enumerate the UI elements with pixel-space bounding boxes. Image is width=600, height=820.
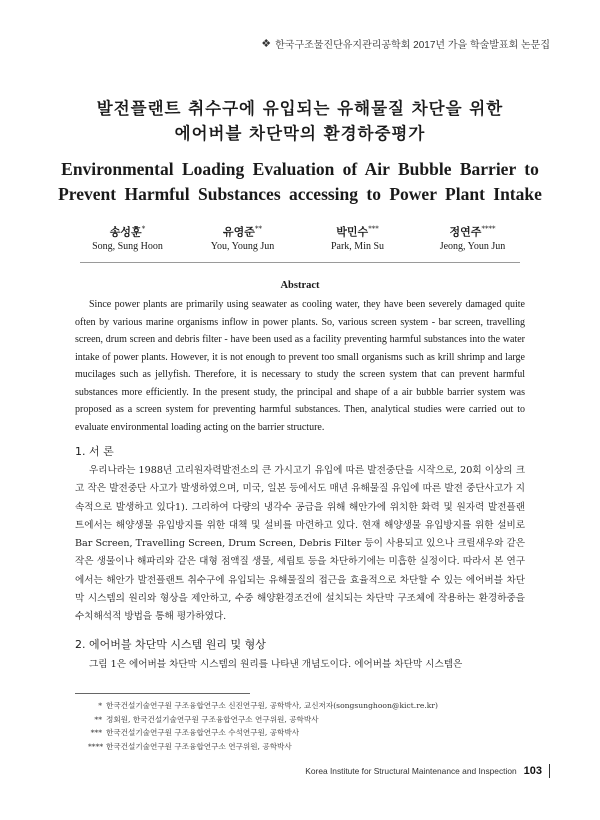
header-ornament-icon: ❖	[261, 38, 272, 50]
korean-title	[0, 96, 600, 146]
author-mark: ***	[368, 225, 379, 233]
footnote	[88, 699, 528, 713]
footnote-mark: *	[98, 701, 102, 710]
author-mark: ****	[481, 225, 496, 233]
author-mark: *	[141, 225, 146, 233]
author-name-en: Jeong, Youn Jun	[439, 240, 506, 252]
section-2-body: 그림 1은 에어버블 차단막 시스템의 원리를 나타낸 개념도이다. 에어버블 차단막 시스템은	[89, 659, 463, 670]
footnote-text: 한국건설기술연구원 구조융합연구소 연구위원, 공학박사	[106, 741, 292, 751]
abstract-body: Since power plants are primarily using seawater as cooling water, they have been severely damaged quite often by various marine organisms inflow in power plants. So, various screen system - bar screen, travelling screen, drum screen and debris filter - have been used as a facility preventing harmful substances into the water intake of power plants. However, it is not enough to prevent too small organisms such as krill shrimp and large mucilages such as jellyfish. Therefore, it is necessary to study the screen system that can prevent harmful substances more efficiently. In the present study, the principal and shape of a air bubble barrier system was proposed as a screen system for preventing harmful substances. Then, analytical studies were carried out to evaluate environmental loading acting on the barrier structure.	[75, 299, 525, 433]
title-divider	[80, 262, 520, 263]
author-name-en: Song, Sung Hoon	[92, 240, 163, 252]
footnote	[88, 740, 528, 754]
author	[185, 222, 300, 254]
footer-institute: Korea Institute for Structural Maintenance and Inspection	[305, 766, 517, 776]
english-title-line-1: Environmental Loading Evaluation of Air Bubble Barrier to	[61, 159, 539, 179]
footer-bar	[549, 764, 550, 778]
page-footer	[305, 764, 550, 778]
abstract-heading: Abstract	[280, 280, 320, 291]
author-name-en: You, Young Jun	[210, 240, 275, 252]
footnote-mark: ***	[90, 728, 102, 737]
footnote	[88, 726, 528, 740]
author	[300, 222, 415, 254]
author-mark: **	[254, 225, 262, 233]
english-title-line-2: Prevent Harmful Substances accessing to Power Plant Intake	[58, 184, 542, 204]
footnote-text: 한국건설기술연구원 구조융합연구소 신진연구원, 공학박사, 교신저자(songsunghoon@kict.re.kr)	[106, 701, 438, 710]
header-text: 한국구조물진단유지관리공학회 2017년 가을 학술발표회 논문집	[275, 40, 550, 51]
korean-title-line-2: 에어버블 차단막의 환경하중평가	[174, 124, 426, 143]
korean-title-line-1: 발전플랜트 취수구에 유입되는 유해물질 차단을 위한	[96, 99, 504, 118]
author-list	[70, 222, 530, 254]
author-name-ko: 송성훈	[109, 225, 142, 239]
author	[415, 222, 530, 254]
author-name-ko: 정연주	[449, 225, 482, 239]
section-2-title: 2. 에어버블 차단막 시스템 원리 및 형상	[75, 638, 266, 651]
footnote-text: 정회원, 한국건설기술연구원 구조융합연구소 연구위원, 공학박사	[106, 714, 319, 724]
footnote-divider	[75, 693, 250, 694]
running-header	[261, 36, 550, 51]
section-1-body: 우리나라는 1988년 고리원자력발전소의 큰 가시고기 유입에 따른 발전중단을 시작으로, 20회 이상의 크고 작은 발전중단 사고가 발생하였으며, 미국, 일본 등에서도 매년 유해물질 유입에 따른 발전 중단사고가 지속적으로 발생하고 있다1). 그리하여 다량의 냉각수 공급을 위해 해안가에 위치한 화력 및 원자력 발전플랜트에서는 해양생물 유입방지를 위한 대책 및 설비를 마련하고 있다. 현재 해양생물 유입방지를 위한 설비로 Bar Screen, Travelling Screen, Drum Screen, Debris Filter 등이 사용되고 있으나 크릴새우와 같은 작은 생물이나 해파리와 같은 대형 점액질 생물, 세립토 등을 차단하기에는 미흡한 실정이다. 따라서 본 연구에서는 해안가 발전플랜트 취수구에 유입되는 유해물질의 접근을 효율적으로 차단할 수 있는 에어버블 차단막 시스템의 원리와 형상을 제안하고, 수중 해양환경조건에 설치되는 차단막 구조체에 작용하는 환경하중을 수치해석적 방법을 통해 평가하였다.	[75, 465, 525, 623]
footnotes	[88, 699, 528, 753]
footnote-mark: **	[94, 714, 102, 724]
english-title	[0, 157, 600, 207]
section-1-title: 1. 서 론	[75, 445, 114, 458]
footnote-mark: ****	[88, 741, 104, 751]
author-name-ko: 유영준	[223, 225, 255, 239]
author	[70, 222, 185, 254]
footnote-text: 한국건설기술연구원 구조융합연구소 수석연구원, 공학박사	[106, 728, 300, 737]
author-name-ko: 박민수	[336, 225, 369, 239]
author-name-en: Park, Min Su	[330, 240, 385, 252]
page-number: 103	[523, 765, 542, 777]
footnote	[88, 713, 528, 727]
